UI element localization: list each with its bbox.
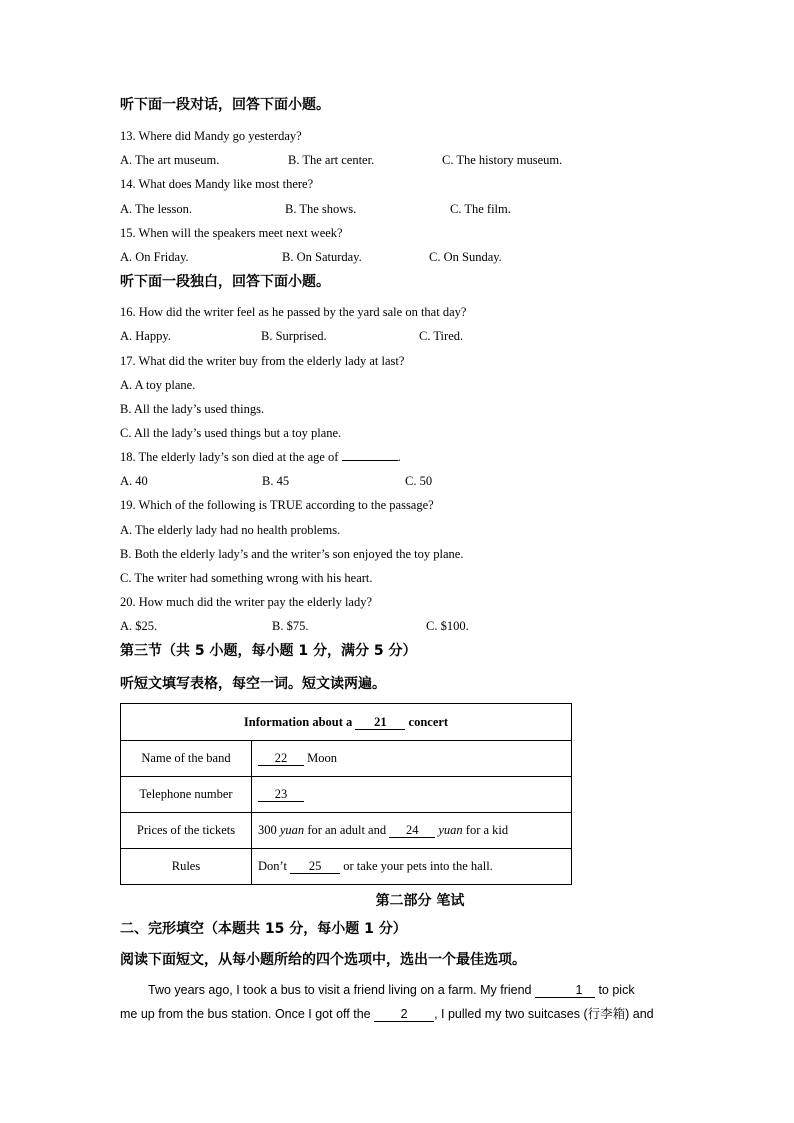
option-19b: B. Both the elderly lady’s and the writer’s son enjoyed the toy plane. [120, 547, 464, 561]
option-17a: A. A toy plane. [120, 378, 196, 392]
table-row [121, 813, 572, 849]
option-13a: A. The art museum. [120, 153, 220, 167]
option-17c: C. All the lady’s used things but a toy plane. [120, 426, 342, 440]
row-value-phone [252, 777, 572, 813]
section3-heading: 第三节（共 5 小题，每小题 1 分，满分 5 分） [120, 643, 417, 659]
table-title-suffix: concert [405, 714, 449, 729]
row-value-rules [252, 849, 572, 885]
option-19c: C. The writer had something wrong with his heart. [120, 571, 373, 585]
option-16b: B. Surprised. [261, 329, 327, 343]
concert-info-table [120, 703, 572, 885]
passage-text: Two years ago, I took a bus to visit a friend living on a farm. My friend [148, 983, 535, 997]
section3-instruction: 听短文填写表格，每空一词。短文读两遍。 [120, 676, 386, 692]
blank-2: 2 [374, 1008, 434, 1022]
options-14 [120, 201, 720, 217]
row-value-prices [252, 813, 572, 849]
question-18-text: 18. The elderly lady’s son died at the age of [120, 450, 342, 464]
question-15: 15. When will the speakers meet next week? [120, 226, 343, 240]
option-17b: B. All the lady’s used things. [120, 402, 265, 416]
rules-suffix: or take your pets into the hall. [340, 859, 493, 873]
row-label-band: Name of the band [121, 741, 252, 777]
option-18c: C. 50 [405, 474, 433, 488]
currency-yuan: yuan [279, 823, 305, 837]
price-end-text: for a kid [462, 823, 509, 837]
blank-22: 22 [258, 752, 304, 766]
passage-text: me up from the bus station. Once I got off the [120, 1007, 375, 1021]
currency-yuan: yuan [438, 823, 463, 837]
question-19: 19. Which of the following is TRUE according to the passage? [120, 498, 434, 512]
option-15b: B. On Saturday. [282, 250, 362, 264]
options-20 [120, 618, 720, 634]
row-label-rules: Rules [121, 849, 252, 885]
option-20b: B. $75. [272, 619, 309, 633]
options-18 [120, 473, 720, 489]
table-title [121, 704, 572, 741]
blank-1: 1 [535, 984, 595, 998]
price-adult: 300 [258, 823, 280, 837]
question-14: 14. What does Mandy like most there? [120, 177, 314, 191]
option-13b: B. The art center. [288, 153, 375, 167]
row-value-band [252, 741, 572, 777]
table-row [121, 849, 572, 885]
passage-text: to pick [594, 983, 635, 997]
option-14c: C. The film. [450, 202, 511, 216]
listen2-heading: 听下面一段独白，回答下面小题。 [120, 274, 330, 290]
table-row [121, 777, 572, 813]
option-16a: A. Happy. [120, 329, 171, 343]
options-13 [120, 152, 720, 168]
option-15a: A. On Friday. [120, 250, 189, 264]
row-label-phone: Telephone number [121, 777, 252, 813]
table-title-prefix: Information about a [243, 714, 356, 729]
passage-line-1 [120, 978, 680, 1002]
question-20: 20. How much did the writer pay the elderly lady? [120, 595, 373, 609]
options-15 [120, 249, 720, 265]
cloze-passage [120, 978, 680, 1026]
listen1-heading: 听下面一段对话，回答下面小题。 [120, 97, 330, 113]
question-13: 13. Where did Mandy go yesterday? [120, 129, 302, 143]
option-14b: B. The shows. [285, 202, 357, 216]
question-17: 17. What did the writer buy from the elderly lady at last? [120, 354, 405, 368]
passage-line-2 [120, 1002, 680, 1026]
answer-blank [342, 460, 398, 461]
price-mid-text: for an adult and [304, 823, 390, 837]
question-18-end: . [397, 450, 401, 464]
rules-prefix: Don’t [258, 859, 291, 873]
blank-21: 21 [355, 716, 405, 730]
table-row [121, 741, 572, 777]
option-20a: A. $25. [120, 619, 158, 633]
question-16: 16. How did the writer feel as he passed by the yard sale on that day? [120, 305, 467, 319]
blank-25: 25 [290, 860, 340, 874]
option-16c: C. Tired. [419, 329, 464, 343]
option-14a: A. The lesson. [120, 202, 192, 216]
passage-text: , I pulled my two suitcases (行李箱) and [434, 1007, 654, 1021]
blank-24: 24 [389, 824, 435, 838]
band-name-suffix: Moon [304, 751, 337, 765]
option-20c: C. $100. [426, 619, 469, 633]
option-15c: C. On Sunday. [429, 250, 502, 264]
option-13c: C. The history museum. [442, 153, 563, 167]
question-18 [120, 449, 401, 465]
cloze-heading: 二、完形填空（本题共 15 分，每小题 1 分） [120, 921, 407, 937]
table-row [121, 704, 572, 741]
option-19a: A. The elderly lady had no health problems. [120, 523, 341, 537]
blank-23: 23 [258, 788, 304, 802]
option-18b: B. 45 [262, 474, 290, 488]
row-label-prices: Prices of the tickets [121, 813, 252, 849]
option-18a: A. 40 [120, 474, 148, 488]
part2-heading: 第二部分 笔试 [375, 893, 465, 909]
options-16 [120, 328, 720, 344]
cloze-instruction: 阅读下面短文，从每小题所给的四个选项中，选出一个最佳选项。 [120, 952, 526, 968]
